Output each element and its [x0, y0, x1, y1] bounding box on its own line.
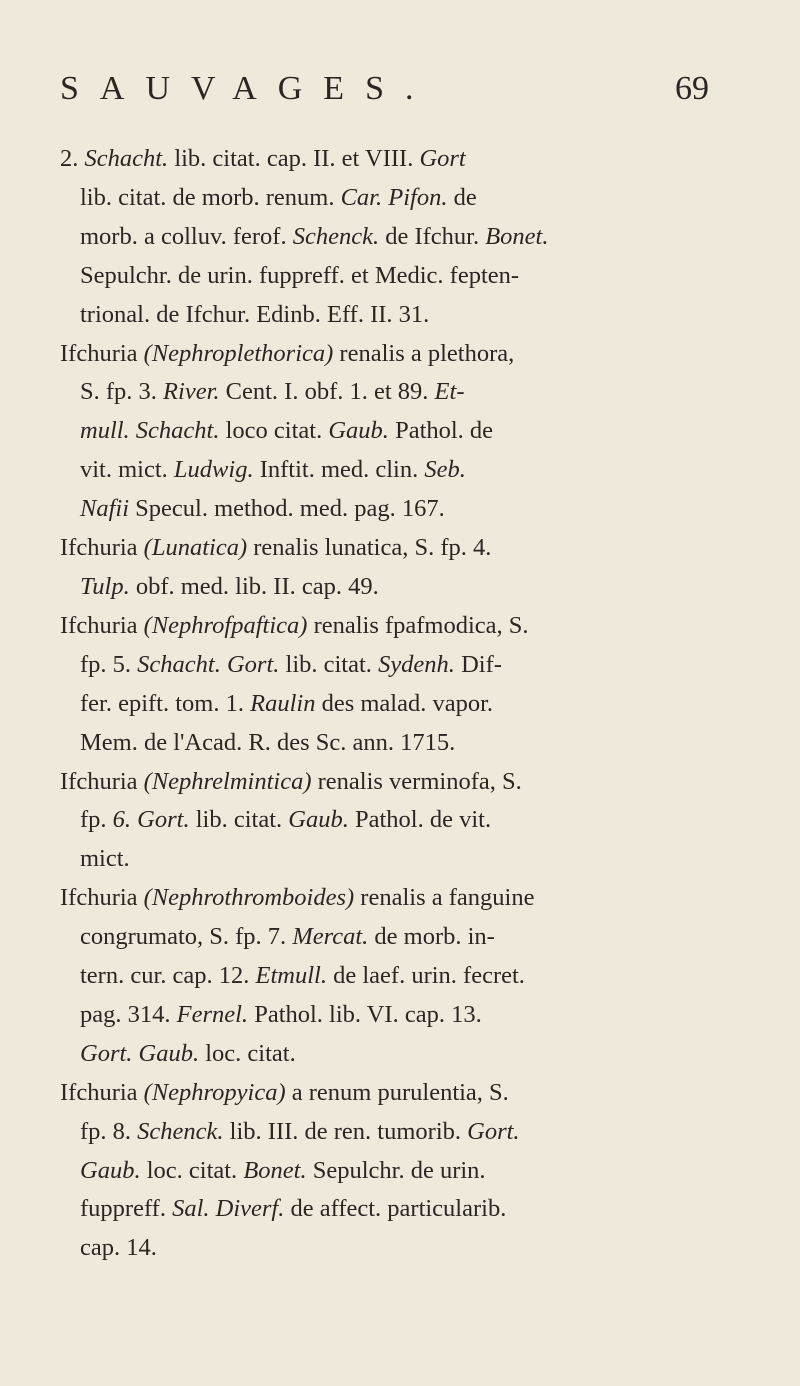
text-run: Ifchuria: [60, 339, 144, 367]
italic-text: Gaub.: [288, 806, 349, 834]
text-run: renalis a fanguine: [354, 884, 535, 912]
text-line: [60, 996, 740, 1035]
text-run: Pathol. de vit.: [348, 806, 492, 834]
entry-paragraph: [60, 335, 740, 530]
italic-text: (Nephrelmintica): [143, 767, 312, 795]
italic-text: Schacht.: [84, 145, 169, 172]
italic-text: Fernel.: [176, 1000, 249, 1028]
page-number: 69: [675, 70, 709, 107]
text-line: [60, 1190, 740, 1229]
text-run: vit. mict.: [80, 456, 174, 484]
text-run: 2.: [60, 145, 85, 172]
italic-text: (Nephroplethorica): [143, 339, 334, 367]
text-run: renalis fpafmodica, S.: [307, 611, 529, 639]
text-line: [60, 568, 740, 607]
text-line: [60, 724, 740, 763]
text-run: de laef. urin. fecret.: [327, 962, 525, 990]
text-run: Mem. de l'Acad. R. des Sc. ann. 1715.: [80, 728, 456, 756]
text-run: lib. citat.: [279, 650, 379, 678]
text-line: [60, 646, 740, 685]
entry-paragraph: [60, 607, 740, 763]
text-line: [60, 840, 740, 879]
italic-text: Gort.: [467, 1117, 520, 1145]
text-run: Pathol. de: [388, 417, 494, 445]
text-line: [60, 412, 740, 451]
italic-text: Tulp.: [80, 572, 130, 600]
italic-text: (Nephrothromboides): [143, 884, 355, 912]
italic-text: Schacht. Gort.: [137, 650, 280, 678]
italic-text: Sal. Diverf.: [172, 1195, 285, 1223]
text-run: fp. 8.: [80, 1117, 138, 1145]
text-run: de Ifchur.: [379, 222, 486, 250]
italic-text: Gaub.: [80, 1156, 141, 1184]
text-line: [60, 529, 740, 568]
text-run: Sepulchr. de urin. fuppreff. et Medic. fepten-: [80, 261, 520, 289]
page-header: [0, 70, 800, 120]
text-run: S. fp. 3.: [80, 378, 164, 406]
italic-text: Sydenh.: [378, 650, 455, 678]
italic-text: (Nephropyica): [143, 1078, 286, 1106]
italic-text: Gaub.: [328, 417, 389, 445]
text-run: a renum purulentia, S.: [285, 1078, 509, 1106]
running-head: SAUVAGES.: [60, 70, 435, 107]
italic-text: Gort.: [137, 806, 190, 834]
italic-text: Bonet.: [485, 222, 549, 250]
text-line: [60, 335, 740, 374]
text-run: tern. cur. cap. 12.: [80, 962, 256, 990]
text-run: Ifchuria: [60, 1078, 144, 1106]
text-run: trional. de Ifchur. Edinb. Eff. II. 31.: [80, 300, 430, 328]
text-run: fp.: [80, 806, 113, 834]
body-text: [60, 140, 740, 1268]
text-run: obf. med. lib. II. cap. 49.: [129, 572, 379, 600]
text-run: cap. 14.: [80, 1234, 157, 1262]
text-run: Cent. I. obf. 1. et 89.: [219, 378, 435, 406]
italic-text: Schenck.: [137, 1117, 224, 1145]
text-run: de: [447, 183, 477, 211]
text-run: pag. 314.: [80, 1000, 177, 1028]
text-run: fp. 5.: [80, 650, 138, 678]
text-run: Inftit. med. clin.: [253, 456, 425, 484]
text-line: [60, 451, 740, 490]
text-run: de affect. particularib.: [284, 1195, 507, 1223]
text-run: Ifchuria: [60, 534, 144, 562]
entry-paragraph: [60, 763, 740, 880]
text-line: [60, 1113, 740, 1152]
text-run: Ifchuria: [60, 767, 144, 795]
italic-text: Raulin: [250, 689, 316, 717]
text-run: Specul. method. med. pag. 167.: [129, 495, 445, 523]
italic-text: 6.: [112, 806, 132, 834]
text-run: Ifchuria: [60, 884, 144, 912]
text-line: [60, 685, 740, 724]
entry-paragraph: [60, 529, 740, 607]
entry-paragraph: [60, 140, 740, 335]
text-line: [60, 607, 740, 646]
text-line: [60, 763, 740, 802]
text-line: [60, 257, 740, 296]
text-line: [60, 140, 740, 179]
text-run: Sepulchr. de urin.: [306, 1156, 486, 1184]
italic-text: Et-: [434, 378, 465, 406]
italic-text: Schenck.: [292, 222, 380, 250]
text-run: Ifchuria: [60, 611, 144, 639]
text-run: lib. citat. de morb. renum.: [80, 183, 341, 211]
text-line: [60, 918, 740, 957]
italic-text: (Lunatica): [143, 534, 248, 562]
text-run: loco citat.: [219, 417, 329, 445]
text-run: congrumato, S. fp. 7.: [80, 923, 293, 951]
text-line: [60, 218, 740, 257]
italic-text: Gort: [419, 145, 466, 172]
text-line: [60, 179, 740, 218]
text-line: [60, 1229, 740, 1268]
entry-paragraph: [60, 1074, 740, 1269]
text-run: de morb. in-: [368, 923, 495, 951]
italic-text: Etmull.: [255, 962, 327, 990]
text-run: lib. citat.: [189, 806, 289, 834]
italic-text: Car. Pifon.: [340, 183, 448, 211]
entry-paragraph: [60, 879, 740, 1074]
text-run: renalis lunatica, S. fp. 4.: [247, 534, 492, 562]
text-run: lib. III. de ren. tumorib.: [223, 1117, 468, 1145]
text-run: renalis a plethora,: [333, 339, 515, 367]
italic-text: Nafii: [80, 495, 130, 523]
text-run: lib. citat. cap. II. et VIII.: [168, 145, 420, 172]
text-line: [60, 879, 740, 918]
text-line: [60, 296, 740, 335]
text-line: [60, 490, 740, 529]
text-run: des malad. vapor.: [315, 689, 494, 717]
text-line: [60, 1035, 740, 1074]
italic-text: mull. Schacht.: [80, 417, 220, 445]
text-run: loc. citat.: [199, 1039, 296, 1067]
italic-text: Ludwig.: [173, 456, 254, 484]
text-run: Pathol. lib. VI. cap. 13.: [248, 1000, 482, 1028]
italic-text: Bonet.: [243, 1156, 307, 1184]
text-line: [60, 1152, 740, 1191]
text-run: morb. a colluv. ferof.: [80, 222, 293, 250]
text-line: [60, 957, 740, 996]
text-run: renalis verminofa, S.: [311, 767, 522, 795]
italic-text: Gort. Gaub.: [80, 1039, 200, 1067]
text-run: mict.: [80, 845, 130, 873]
text-line: [60, 801, 740, 840]
text-line: [60, 373, 740, 412]
italic-text: (Nephrofpaftica): [143, 611, 308, 639]
text-run: fuppreff.: [80, 1195, 173, 1223]
italic-text: Mercat.: [292, 923, 369, 951]
text-line: [60, 1074, 740, 1113]
text-run: loc. citat.: [140, 1156, 244, 1184]
italic-text: Seb.: [424, 456, 466, 484]
text-run: fer. epift. tom. 1.: [80, 689, 251, 717]
italic-text: River.: [163, 378, 220, 406]
text-run: Dif-: [454, 650, 502, 678]
